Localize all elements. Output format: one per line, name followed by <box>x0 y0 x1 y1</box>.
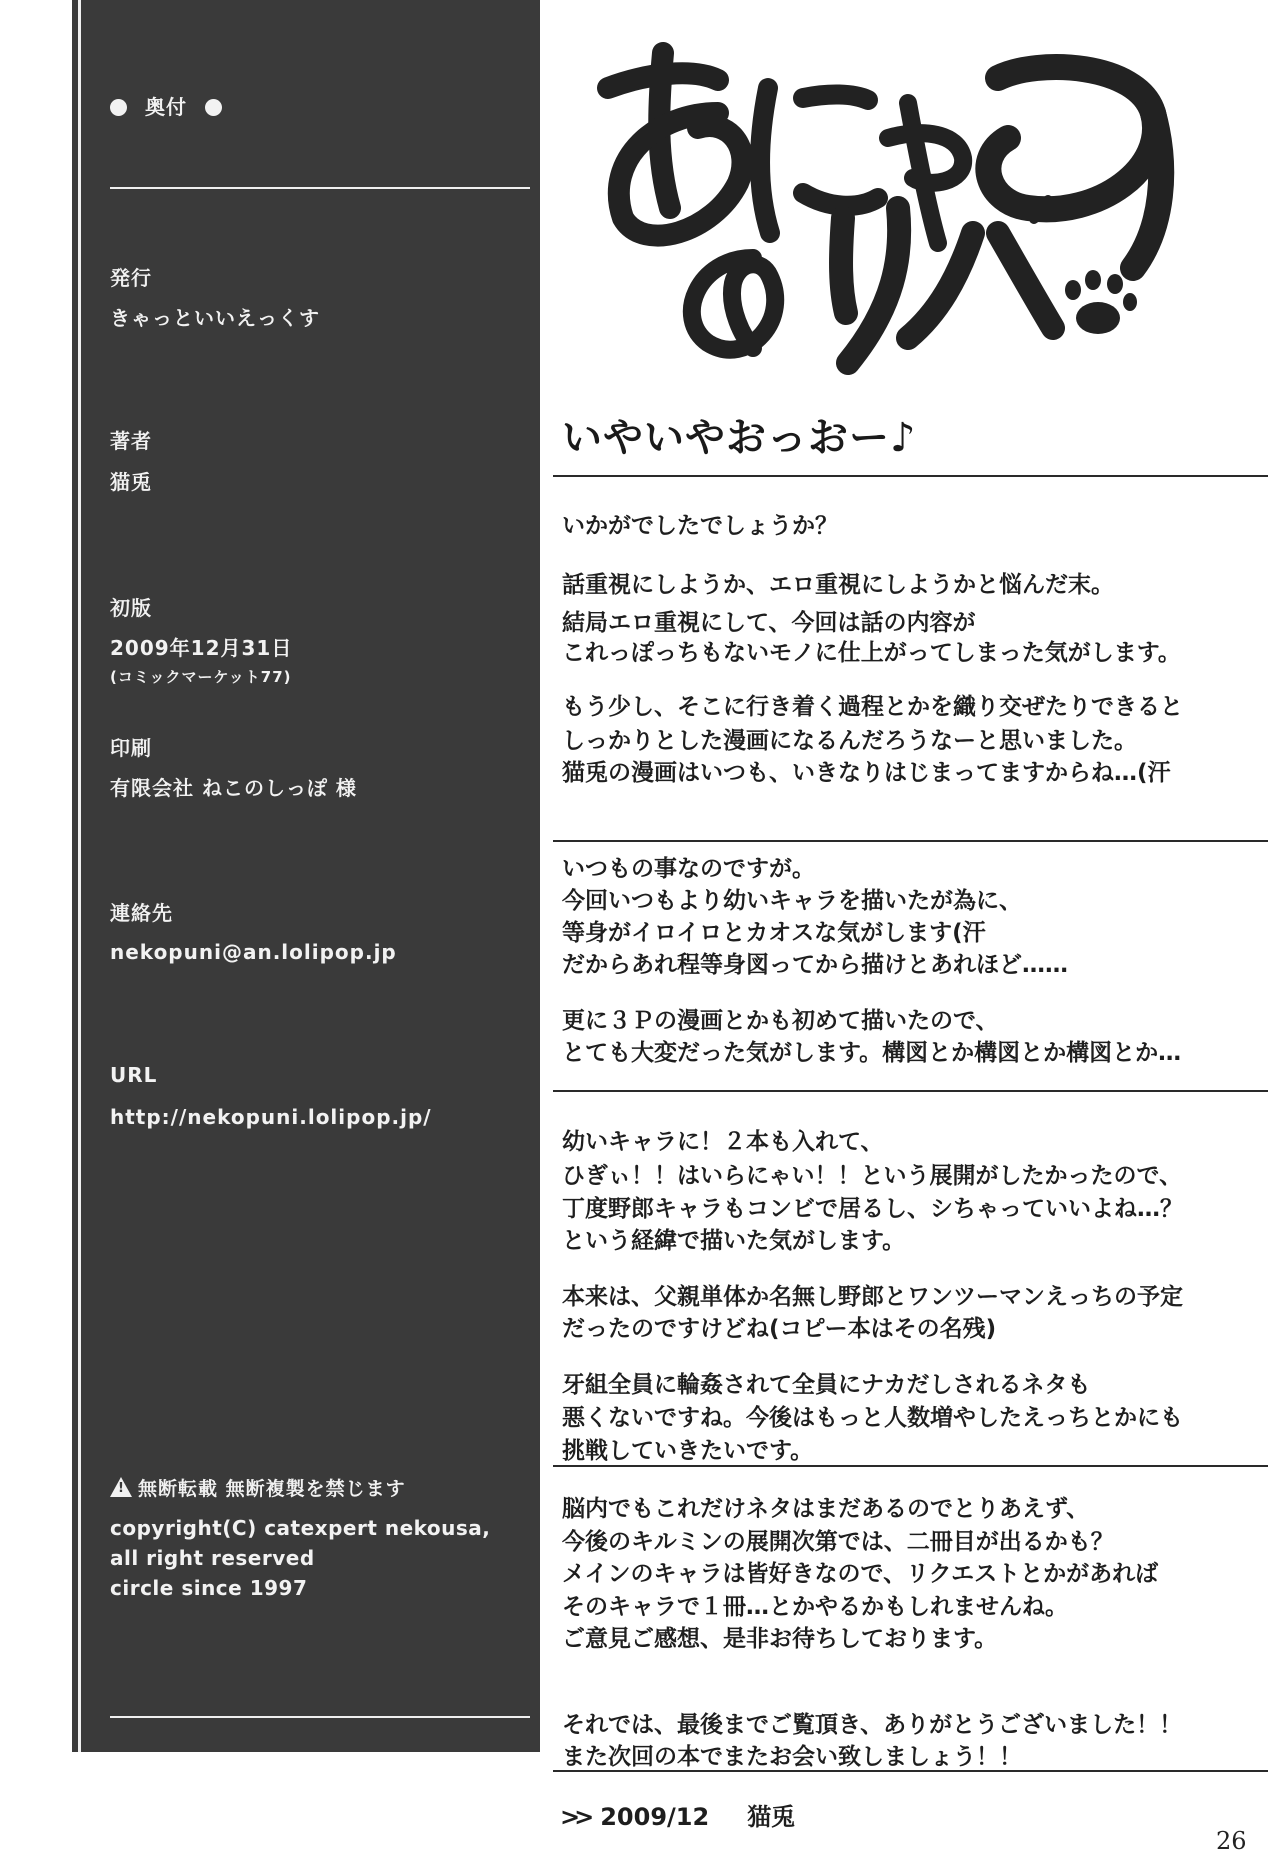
afterword-line: これっぽっちもないモノに仕上がってしまった気がします。 <box>562 640 1181 666</box>
afterword-line: 幼いキャラに！２本も入れて、 <box>562 1129 884 1155</box>
afterword-line: ひぎぃ！！はいらにゃい！！という展開がしたかったので、 <box>562 1163 1183 1189</box>
divider-4 <box>553 1465 1268 1467</box>
panel-edge-line <box>78 0 81 1752</box>
afterword-line: とても大変だった気がします。構図とか構図とか構図とか… <box>562 1040 1182 1066</box>
afterword-line: 今後のキルミンの展開次第では、二冊目が出るかも？ <box>562 1529 1114 1555</box>
afterword-line: 更に３Ｐの漫画とかも初めて描いたので、 <box>562 1008 999 1034</box>
paw-print-icon <box>1065 270 1137 334</box>
copyright-line-3: circle since 1997 <box>110 1576 308 1600</box>
afterword-line: そのキャラで１冊…とかやるかもしれませんね。 <box>562 1594 1068 1620</box>
first-edition-label: 初版 <box>110 596 152 620</box>
url-label: URL <box>110 1063 158 1087</box>
copyright-line-1: copyright(C) catexpert nekousa, <box>110 1516 491 1540</box>
logo-glyph-a <box>608 53 742 236</box>
logo-glyph-ni <box>760 88 878 233</box>
afterword-line: いかがでしたでしょうか？ <box>562 513 838 539</box>
reprint-warning: 無断転載 無断複製を禁じます <box>138 1478 406 1500</box>
afterword-line: だからあれ程等身図ってから描けとあれほど…… <box>562 952 1068 978</box>
colophon-title-row <box>110 91 222 120</box>
afterword-headline: いやいやおっおー♪ <box>562 415 917 461</box>
first-edition-date: 2009年12月31日 <box>110 636 293 660</box>
bullet-right-icon <box>205 99 222 116</box>
afterword-line: 話重視にしようか、エロ重視にしようかと悩んだ末。 <box>562 572 1114 598</box>
afterword-line: 丁度野郎キャラもコンビで居るし、シちゃっていいよね…？ <box>562 1196 1183 1222</box>
page-number: 26 <box>1216 1827 1247 1855</box>
warning-icon <box>110 1477 132 1497</box>
afterword-line: 猫兎の漫画はいつも、いきなりはじまってますからね…(汗 <box>562 760 1171 786</box>
afterword-line: 結局エロ重視にして、今回は話の内容が <box>562 610 976 636</box>
afterword-line: しっかりとした漫画になるんだろうなーと思いました。 <box>562 728 1137 754</box>
signature-author: 猫兎 <box>747 1803 796 1831</box>
signature-mark: >> <box>560 1803 589 1831</box>
afterword-line: だったのですけどね(コピー本はその名残) <box>562 1316 997 1342</box>
printer-value: 有限会社 ねこのしっぽ 様 <box>110 776 357 800</box>
contact-label: 連絡先 <box>110 901 173 925</box>
afterword-line: 今回いつもより幼いキャラを描いたが為に、 <box>562 888 1022 914</box>
author-value: 猫兎 <box>110 470 152 494</box>
afterword-line: ご意見ご感想、是非お待ちしております。 <box>562 1626 998 1652</box>
contact-value: nekopuni@an.lolipop.jp <box>110 940 397 964</box>
afterword-line: 牙組全員に輪姦されて全員にナカだしされるネタも <box>562 1372 1091 1398</box>
afterword-line: それでは、最後までご覧頂き、ありがとうございました！！ <box>562 1712 1183 1738</box>
url-value: http://nekopuni.lolipop.jp/ <box>110 1105 432 1129</box>
colophon-divider <box>110 187 530 189</box>
logo-glyph-no <box>692 258 775 350</box>
publisher-label: 発行 <box>110 266 152 290</box>
afterword-line: メインのキャラは皆好きなので、リクエストとかがあれば <box>562 1561 1159 1587</box>
divider-3 <box>553 1090 1268 1092</box>
title-logo <box>578 18 1178 393</box>
afterword-line: 等身がイロイロとカオスな気がします(汗 <box>562 920 986 946</box>
afterword-line: 挑戦していきたいです。 <box>562 1438 814 1464</box>
afterword-signature <box>560 1797 795 1832</box>
afterword-line: いつもの事なのですが。 <box>562 856 815 882</box>
divider-2 <box>553 840 1268 842</box>
afterword-line: また次回の本でまたお会い致しましょう！！ <box>562 1744 1022 1770</box>
logo-glyph-ri <box>841 208 899 363</box>
first-edition-event: (コミックマーケット77) <box>110 668 292 686</box>
afterword-line: もう少し、そこに行き着く過程とかを織り交ぜたりできると <box>562 694 1183 720</box>
afterword-line: 脳内でもこれだけネタはまだあるのでとりあえず、 <box>562 1496 1090 1522</box>
colophon-bottom-divider <box>110 1716 530 1718</box>
signature-date: 2009/12 <box>600 1803 710 1831</box>
afterword-line: 本来は、父親単体か名無し野郎とワンツーマンえっちの予定 <box>562 1284 1183 1310</box>
colophon-title: 奥付 <box>144 95 187 119</box>
afterword-line: という経緯で描いた気がします。 <box>562 1228 906 1254</box>
afterword-line: 悪くないですね。今後はもっと人数増やしたえっちとかにも <box>562 1405 1183 1431</box>
printer-label: 印刷 <box>110 736 152 760</box>
publisher-value: きゃっといいえっくす <box>110 306 320 330</box>
reprint-warning-row <box>110 1474 406 1501</box>
divider-1 <box>553 475 1268 477</box>
author-label: 著者 <box>110 429 152 453</box>
bullet-left-icon <box>110 99 127 116</box>
copyright-line-2: all right reserved <box>110 1546 315 1570</box>
colophon-panel <box>72 0 540 1752</box>
